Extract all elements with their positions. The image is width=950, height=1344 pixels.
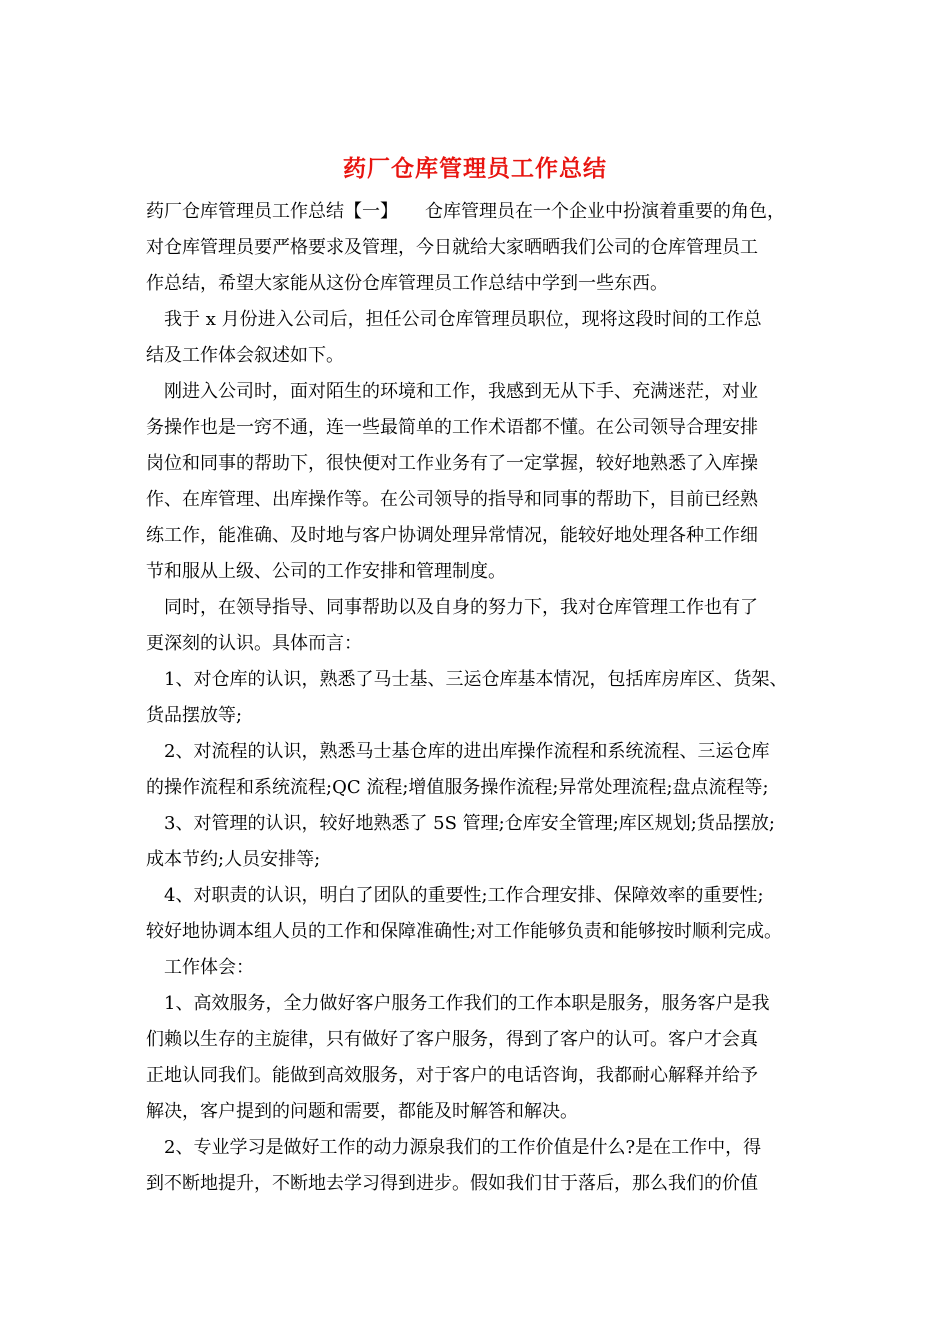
body-line: 正地认同我们。能做到高效服务，对于客户的电话咨询，我都耐心解释并给予 bbox=[146, 1065, 758, 1086]
body-line: 我于 x 月份进入公司后，担任公司仓库管理员职位，现将这段时间的工作总 bbox=[146, 309, 762, 330]
body-line: 2、专业学习是做好工作的动力源泉我们的工作价值是什么?是在工作中，得 bbox=[146, 1137, 762, 1158]
body-line: 1、对仓库的认识，熟悉了马士基、三运仓库基本情况，包括库房库区、货架、 bbox=[146, 669, 788, 690]
body-line: 成本节约;人员安排等; bbox=[146, 849, 321, 870]
body-line: 更深刻的认识。具体而言： bbox=[146, 633, 362, 654]
body-line: 务操作也是一窍不通，连一些最简单的工作术语都不懂。在公司领导合理安排 bbox=[146, 417, 758, 438]
body-line: 解决，客户提到的问题和需要，都能及时解答和解决。 bbox=[146, 1101, 578, 1122]
body-line: 同时，在领导指导、同事帮助以及自身的努力下，我对仓库管理工作也有了 bbox=[146, 597, 758, 618]
body-line: 刚进入公司时，面对陌生的环境和工作，我感到无从下手、充满迷茫，对业 bbox=[146, 381, 758, 402]
body-line: 货品摆放等; bbox=[146, 705, 243, 726]
body-line: 作、在库管理、出库操作等。在公司领导的指导和同事的帮助下，目前已经熟 bbox=[146, 489, 758, 510]
body-line: 较好地协调本组人员的工作和保障准确性;对工作能够负责和能够按时顺利完成。 bbox=[146, 921, 783, 942]
body-line: 岗位和同事的帮助下，很快便对工作业务有了一定掌握，较好地熟悉了入库操 bbox=[146, 453, 758, 474]
body-line: 1、高效服务，全力做好客户服务工作我们的工作本职是服务，服务客户是我 bbox=[146, 993, 770, 1014]
body-line: 作总结，希望大家能从这份仓库管理员工作总结中学到一些东西。 bbox=[146, 273, 668, 294]
body-line: 结及工作体会叙述如下。 bbox=[146, 345, 344, 366]
body-line: 的操作流程和系统流程;QC 流程;增值服务操作流程;异常处理流程;盘点流程等; bbox=[146, 777, 769, 798]
body-line: 对仓库管理员要严格要求及管理，今日就给大家晒晒我们公司的仓库管理员工 bbox=[146, 237, 758, 258]
body-line: 节和服从上级、公司的工作安排和管理制度。 bbox=[146, 561, 506, 582]
body-line: 3、对管理的认识，较好地熟悉了 5S 管理;仓库安全管理;库区规划;货品摆放; bbox=[146, 813, 775, 834]
body-line: 到不断地提升，不断地去学习得到进步。假如我们甘于落后，那么我们的价值 bbox=[146, 1173, 758, 1194]
body-line: 药厂仓库管理员工作总结【一】 仓库管理员在一个企业中扮演着重要的角色， bbox=[146, 201, 785, 222]
body-line: 4、对职责的认识，明白了团队的重要性;工作合理安排、保障效率的重要性; bbox=[146, 885, 764, 906]
body-line: 2、对流程的认识，熟悉马士基仓库的进出库操作流程和系统流程、三运仓库 bbox=[146, 741, 770, 762]
document-title: 药厂仓库管理员工作总结 bbox=[343, 155, 607, 182]
body-line: 工作体会： bbox=[146, 957, 254, 978]
body-line: 们赖以生存的主旋律，只有做好了客户服务，得到了客户的认可。客户才会真 bbox=[146, 1029, 758, 1050]
body-line: 练工作，能准确、及时地与客户协调处理异常情况，能较好地处理各种工作细 bbox=[146, 525, 758, 546]
